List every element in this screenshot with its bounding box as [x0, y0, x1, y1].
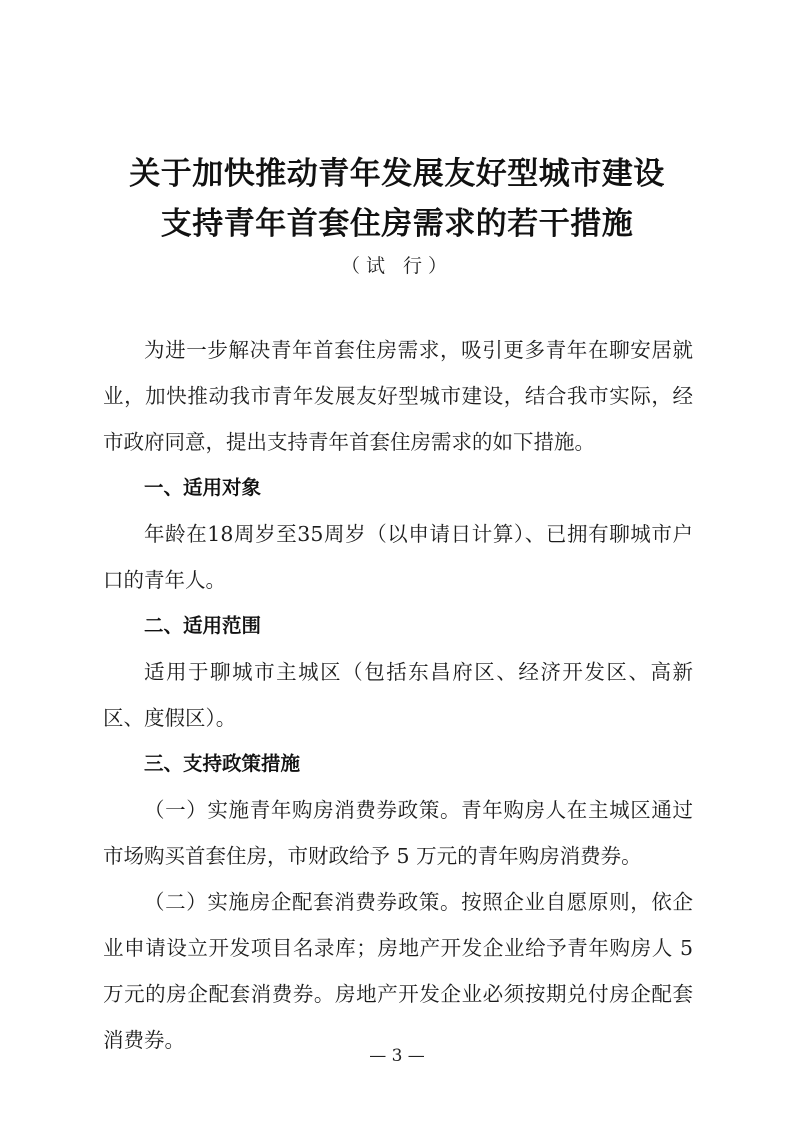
document-subtitle: （试 行） [340, 255, 454, 277]
document-title-line-1: 关于加快推动青年发展友好型城市建设 [129, 156, 665, 192]
document-title-line-2: 支持青年首套住房需求的若干措施 [160, 206, 634, 242]
measure-paragraph-developer-voucher: （二）实施房企配套消费券政策。按照企业自愿原则，依企业申请设立开发项目名录库；房地产开发企业给予青年购房人 5 万元的房企配套消费券。房地产开发企业必须按期兑付房企配套消费券。 [103, 890, 693, 1052]
section-text-applicable-scope: 适用于聊城市主城区（包括东昌府区、经济开发区、高新区、度假区）。 [103, 660, 693, 730]
intro-paragraph: 为进一步解决青年首套住房需求，吸引更多青年在聊安居就业，加快推动我市青年发展友好型城市建设，结合我市实际，经市政府同意，提出支持青年首套住房需求的如下措施。 [103, 338, 693, 454]
section-heading-applicable-scope: 二、适用范围 [144, 614, 262, 637]
section-text-applicable-persons: 年龄在18周岁至35周岁（以申请日计算）、已拥有聊城市户口的青年人。 [103, 522, 693, 592]
page-number: — 3 — [369, 1046, 425, 1066]
document-body [103, 327, 693, 1063]
section-heading-policy-measures: 三、支持政策措施 [144, 752, 301, 775]
section-heading-applicable-persons: 一、适用对象 [144, 476, 262, 499]
measure-paragraph-youth-voucher: （一）实施青年购房消费券政策。青年购房人在主城区通过市场购买首套住房，市财政给予 5 万元的青年购房消费券。 [103, 798, 693, 868]
